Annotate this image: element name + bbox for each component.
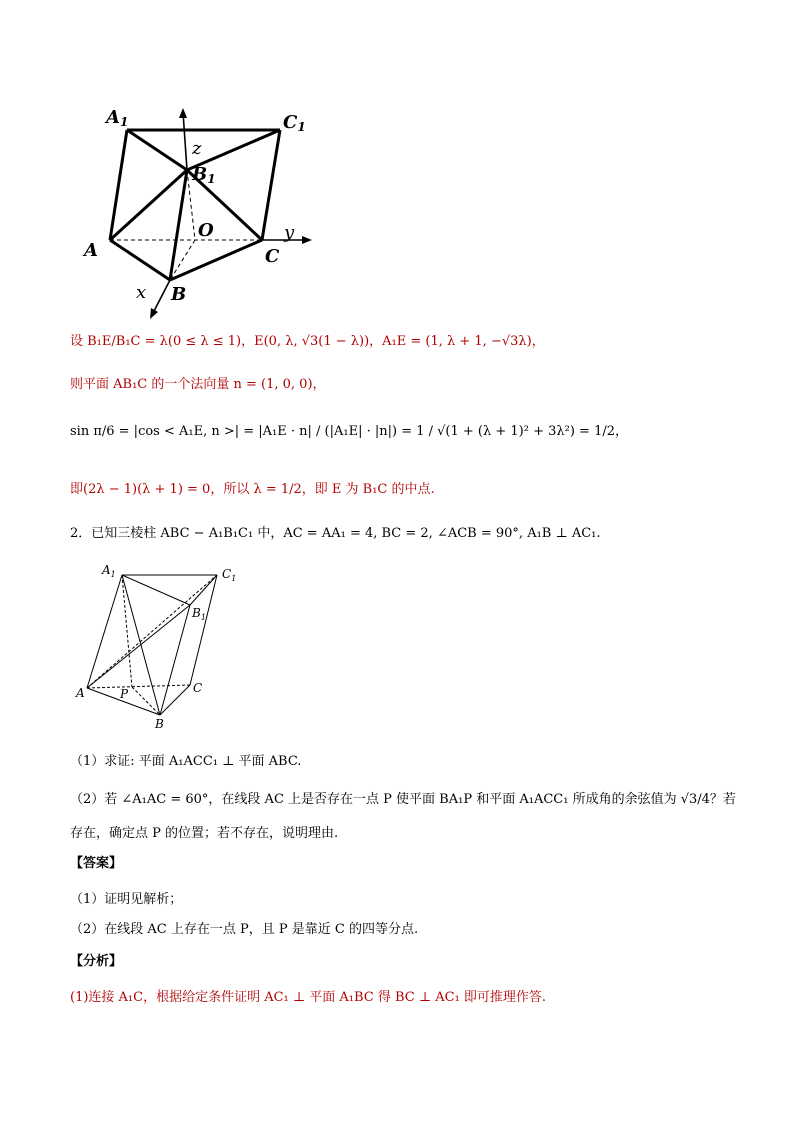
problem-2-part-2a: （2）若 ∠A₁AC = 60°，在线段 AC 上是否存在一点 P 使平面 BA₁P 和平面 A₁ACC₁ 所成角的余弦值为 √3/4？若 <box>70 792 736 807</box>
solution-line-3: sin π/6 = |cos < A₁E, n >| = |A₁E · n| / (|A₁E| · |n|) = 1 / √(1 + (λ + 1)² + 3λ²) = 1/2， <box>70 424 628 439</box>
label-c: C <box>265 246 280 267</box>
edge-c-b <box>170 240 262 280</box>
figure-prism-coordinate <box>70 100 330 325</box>
edge-a-b <box>110 240 170 280</box>
label-c: C <box>193 681 203 695</box>
label-b1: B1 <box>192 164 216 186</box>
label-o: O <box>198 220 214 241</box>
analysis-1: (1)连接 A₁C，根据给定条件证明 AC₁ ⊥ 平面 A₁BC 得 BC ⊥ AC₁ 即可推理作答. <box>70 990 547 1005</box>
label-c1: $C_1$ <box>222 567 237 583</box>
label-c1: C1 <box>283 112 306 134</box>
answer-1: （1）证明见解析； <box>70 892 183 907</box>
label-z: z <box>192 138 202 159</box>
arrow-y-icon <box>302 236 312 244</box>
label-a: A <box>76 686 85 700</box>
edge-a1-b1 <box>122 575 190 605</box>
label-p: P <box>120 687 129 701</box>
edge-c1-c <box>190 575 217 685</box>
label-a1: $A_1$ <box>102 563 116 579</box>
edge-c1-c <box>262 130 280 240</box>
answer-heading: 【答案】 <box>70 856 123 871</box>
segment-a-c1-hidden <box>87 575 217 688</box>
analysis-heading: 【分析】 <box>70 954 123 969</box>
label-b1: $B_1$ <box>192 606 206 622</box>
edge-b1-b <box>160 605 190 715</box>
edge-a-b1 <box>110 170 187 240</box>
edge-a-c-hidden <box>87 685 190 688</box>
label-x: x <box>136 282 147 303</box>
label-b: B <box>171 284 187 305</box>
problem-2-part-1: （1）求证: 平面 A₁ACC₁ ⊥ 平面 ABC. <box>70 754 302 769</box>
label-b: B <box>155 717 164 730</box>
edge-a1-a <box>110 130 127 240</box>
arrow-z-icon <box>179 108 187 118</box>
axis-z <box>183 112 187 170</box>
label-a1: A1 <box>106 107 129 129</box>
label-y: y <box>284 222 295 243</box>
solution-line-2: 则平面 AB₁C 的一个法向量 n = (1, 0, 0)， <box>70 377 326 392</box>
problem-2-stem: 2．已知三棱柱 ABC − A₁B₁C₁ 中，AC = AA₁ = 4, BC = 2, ∠ACB = 90°, A₁B ⊥ AC₁. <box>70 526 601 541</box>
solution-line-4: 即(2λ − 1)(λ + 1) = 0，所以 λ = 1/2，即 E 为 B₁C 的中点. <box>70 482 435 497</box>
solution-line-1: 设 B₁E/B₁C = λ(0 ≤ λ ≤ 1)，E(0, λ, √3(1 − λ))，A₁E = (1, λ + 1, −√3λ)， <box>70 334 545 349</box>
problem-2-part-2b: 存在，确定点 P 的位置；若不存在，说明理由. <box>70 826 339 841</box>
figure-oblique-prism <box>72 560 252 730</box>
edge-a1-a <box>87 575 122 688</box>
axis-x <box>152 280 170 315</box>
segment-a-b1 <box>87 605 190 688</box>
edge-a1-b1 <box>127 130 187 170</box>
answer-2: （2）在线段 AC 上存在一点 P，且 P 是靠近 C 的四等分点. <box>70 922 419 937</box>
edge-b1-b <box>170 170 187 280</box>
label-a: A <box>84 240 98 261</box>
